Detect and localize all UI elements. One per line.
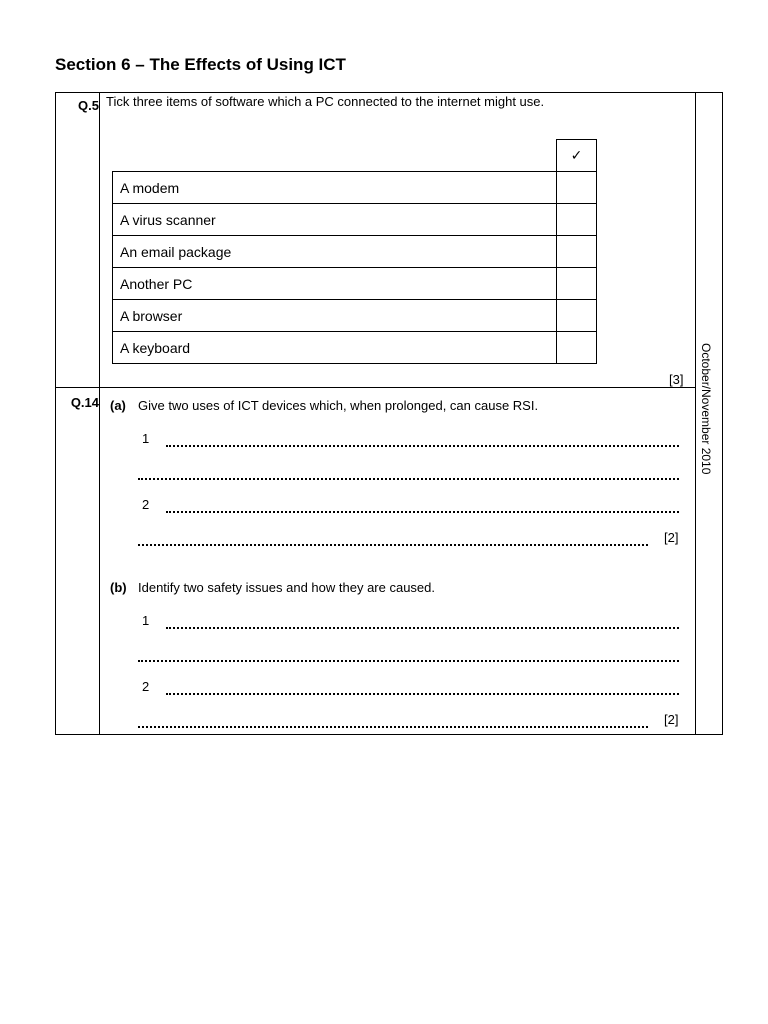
option-label: An email package: [113, 236, 557, 268]
option-row: [113, 204, 597, 236]
q14a-letter: (a): [110, 398, 126, 413]
option-tick-box[interactable]: [557, 172, 597, 204]
tick-icon: ✓: [570, 147, 583, 163]
q14a-answer-1-line[interactable]: [166, 445, 679, 447]
q14b-answer-1-line-2[interactable]: [138, 660, 679, 662]
q14-number: Q.14: [70, 395, 99, 410]
exam-session-label: October/November 2010: [699, 343, 713, 475]
option-row: [113, 268, 597, 300]
option-tick-box[interactable]: [557, 300, 597, 332]
section-title: Section 6 – The Effects of Using ICT: [55, 55, 346, 74]
question-frame: [55, 92, 723, 735]
option-label: Another PC: [113, 268, 557, 300]
option-label: A modem: [113, 172, 557, 204]
q14a-answer-2-number: 2: [142, 497, 150, 512]
tick-header-cell: [557, 140, 597, 172]
q14a-answer-2-line-2[interactable]: [138, 544, 648, 546]
option-label: A virus scanner: [113, 204, 557, 236]
q14a-prompt: [110, 398, 538, 413]
q14b-text: Identify two safety issues and how they are caused.: [138, 580, 436, 595]
q14b-letter: (b): [110, 580, 127, 595]
q14b-prompt: [110, 580, 435, 595]
q14a-answer-2-line[interactable]: [166, 511, 679, 513]
q14a-answer-1-number: 1: [142, 431, 150, 446]
q5-marks: [3]: [669, 372, 684, 387]
q14a-marks: [2]: [664, 530, 679, 545]
qnum-column-divider: [99, 93, 100, 734]
option-tick-box[interactable]: [557, 236, 597, 268]
q5-prompt: Tick three items of software which a PC connected to the internet might use.: [106, 94, 545, 109]
option-label: A browser: [113, 300, 557, 332]
option-row: [113, 300, 597, 332]
q14b-answer-2-line[interactable]: [166, 693, 679, 695]
q14b-marks: [2]: [664, 712, 679, 727]
question-divider: [56, 387, 695, 388]
option-row: [113, 172, 597, 204]
q14b-answer-1-number: 1: [142, 613, 150, 628]
option-row: [113, 236, 597, 268]
q14a-text: Give two uses of ICT devices which, when prolonged, can cause RSI.: [138, 398, 539, 413]
q14b-answer-1-line[interactable]: [166, 627, 679, 629]
side-column-divider: [695, 93, 696, 734]
q14a-answer-1-line-2[interactable]: [138, 478, 679, 480]
option-tick-box[interactable]: [557, 204, 597, 236]
option-row: [113, 332, 597, 364]
q14b-answer-2-line-2[interactable]: [138, 726, 648, 728]
option-label: A keyboard: [113, 332, 557, 364]
tick-table-header-row: [113, 140, 597, 172]
q5-tick-table: [112, 139, 597, 364]
option-tick-box[interactable]: [557, 268, 597, 300]
q14b-answer-2-number: 2: [142, 679, 150, 694]
option-tick-box[interactable]: [557, 332, 597, 364]
q5-number: Q.5: [78, 98, 99, 113]
